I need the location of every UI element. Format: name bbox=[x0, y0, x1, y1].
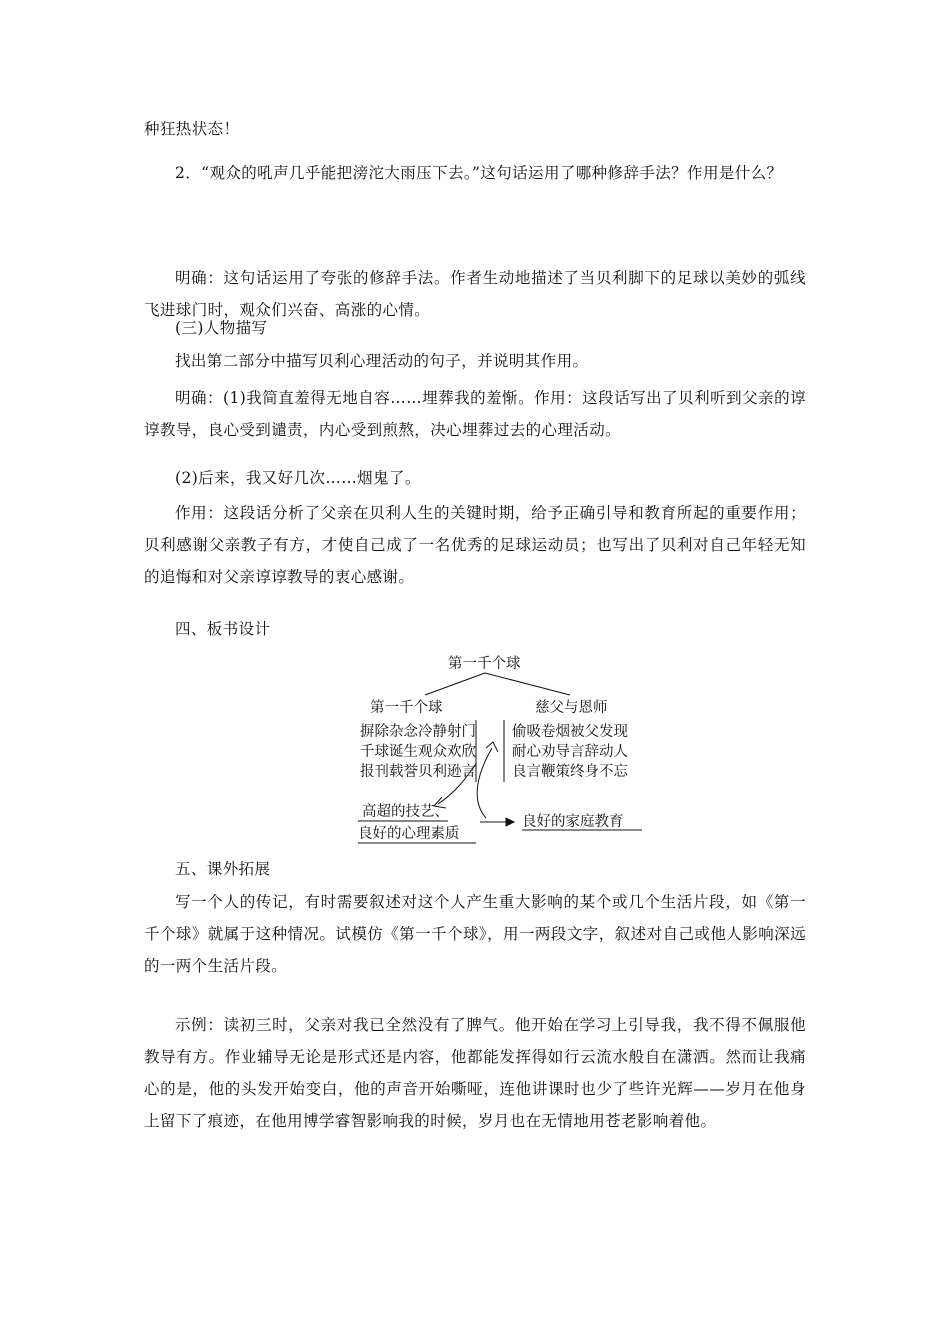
example-paragraph: 示例：读初三时，父亲对我已全然没有了脾气。他开始在学习上引导我，我不得不佩服他教导有方。作业辅导无论是形式还是内容，他都能发挥得如行云流水般自在潇洒。然而让我痛心的是，他的头发开始变白，他的声音开始嘶哑，连他讲课时也少了些许光辉——岁月在他身上留下了痕迹，在他用博学睿智影响我的时候，岁月也在无情地用苍老影响着他。 bbox=[144, 1016, 806, 1130]
right-line-1: 偷吸卷烟被父发现 bbox=[512, 724, 628, 740]
bottom-left-line-2: 良好的心理素质 bbox=[358, 826, 460, 842]
bottom-right-text: 良好的家庭教育 bbox=[522, 814, 624, 830]
bottom-left-line-1: 高超的技艺、 bbox=[362, 804, 449, 820]
left-line-2: 千球诞生观众欢欣 bbox=[360, 744, 476, 760]
right-heading: 慈父与恩师 bbox=[535, 700, 608, 716]
answer-paragraph: 明确：(1)我简直羞得无地自容……埋葬我的羞惭。作用：这段话写出了贝利听到父亲的谆谆教导，良心受到谴责，内心受到煎熬，决心埋葬过去的心理活动。 bbox=[144, 389, 806, 439]
right-line-3: 良言鞭策终身不忘 bbox=[512, 764, 628, 780]
left-heading: 第一千个球 bbox=[370, 700, 443, 716]
branch-line-right bbox=[485, 673, 570, 695]
left-line-3: 报刊载誉贝利逊言 bbox=[360, 764, 476, 780]
branch-line-left bbox=[425, 673, 485, 695]
section-heading: 五、课外拓展 bbox=[175, 860, 271, 878]
right-line-2: 耐心劝导言辞动人 bbox=[512, 744, 628, 760]
board-title: 第一千个球 bbox=[448, 656, 521, 672]
question-2: 2．“观众的吼声几乎能把滂沱大雨压下去。”这句话运用了哪种修辞手法？作用是什么？ bbox=[175, 164, 783, 182]
right-arrow-head bbox=[506, 818, 514, 826]
paragraph: (2)后来，我又好几次……烟鬼了。 bbox=[175, 469, 421, 487]
section-heading: (三)人物描写 bbox=[175, 319, 268, 337]
paragraph: 找出第二部分中描写贝利心理活动的句子，并说明其作用。 bbox=[175, 352, 589, 370]
paragraph: 写一个人的传记，有时需要叙述对这个人产生重大影响的某个或几个生活片段，如《第一千个球》就属于这种情况。试模仿《第一千个球》，用一两段文字，叙述对自己或他人影响深远的一两个生活片段。 bbox=[144, 893, 806, 975]
paragraph: 种狂热状态！ bbox=[144, 120, 240, 138]
answer-paragraph: 作用：这段话分析了父亲在贝利人生的关键时期，给予正确引导和教育所起的重要作用；贝利感谢父亲教子有方，才使自己成了一名优秀的足球运动员；也写出了贝利对自己年轻无知的追悔和对父亲谆谆教导的衷心感谢。 bbox=[144, 504, 806, 586]
section-heading: 四、板书设计 bbox=[175, 620, 271, 638]
curved-arrow-up bbox=[477, 748, 492, 818]
left-line-1: 摒除杂念冷静射门 bbox=[360, 724, 476, 740]
arrow-head-up bbox=[486, 742, 498, 752]
answer-paragraph: 明确：这句话运用了夸张的修辞手法。作者生动地描述了当贝利脚下的足球以美妙的弧线飞进球门时，观众们兴奋、高涨的心情。 bbox=[144, 269, 806, 319]
board-design-diagram bbox=[330, 640, 660, 850]
